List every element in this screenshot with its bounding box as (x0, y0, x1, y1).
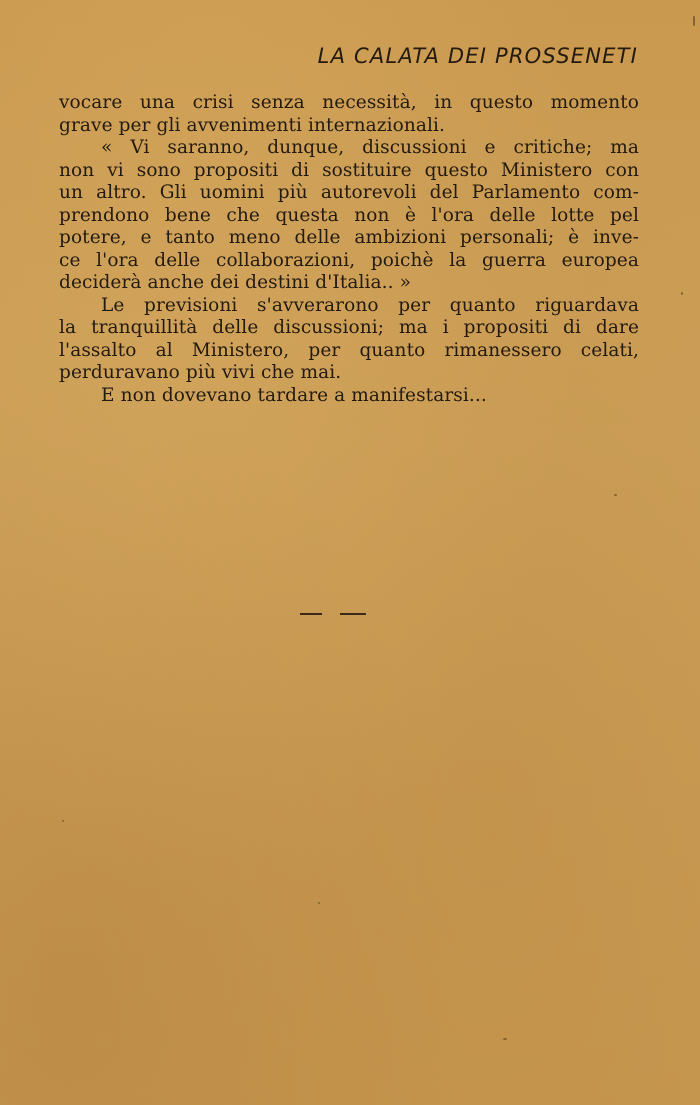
text-line: vocare una crisi senza necessità, in questo momento (59, 92, 639, 113)
paper-speck (62, 820, 64, 822)
body-text (59, 92, 639, 407)
paper-speck (681, 292, 683, 295)
text-line: la tranquillità delle discussioni; ma i propositi di dare (59, 317, 639, 338)
paper-speck (614, 494, 617, 496)
text-line: Le previsioni s'avverarono per quanto riguardava (101, 294, 639, 316)
text-line: l'assalto al Ministero, per quanto rimanessero celati, (59, 339, 639, 361)
paper-speck (318, 902, 320, 904)
text-line: ce l'ora delle collaborazioni, poichè la guerra europea (59, 249, 639, 271)
text-line: deciderà anche dei destini d'Italia.. » (59, 272, 412, 293)
text-line: non vi sono propositi di sostituire questo Ministero con (59, 159, 639, 181)
text-line: E non dovevano tardare a manifestarsi... (101, 384, 487, 406)
text-line: grave per gli avvenimenti internazionali. (59, 114, 445, 136)
text-line: perduravano più vivi che mai. (59, 362, 342, 383)
paper-speck (693, 16, 695, 26)
text-line: potere, e tanto meno delle ambizioni personali; è inve- (59, 227, 639, 248)
text-line: un altro. Gli uomini più autorevoli del Parlamento com- (59, 182, 639, 203)
text-line: « Vi saranno, dunque, discussioni e critiche; ma (101, 137, 639, 158)
section-divider (300, 611, 370, 617)
divider-dash (300, 613, 322, 615)
paper-speck (503, 1038, 507, 1040)
running-head: LA CALATA DEI PROSSENETI (317, 44, 638, 68)
text-line: prendono bene che questa non è l'ora delle lotte pel (59, 204, 639, 226)
divider-dash (340, 613, 366, 615)
